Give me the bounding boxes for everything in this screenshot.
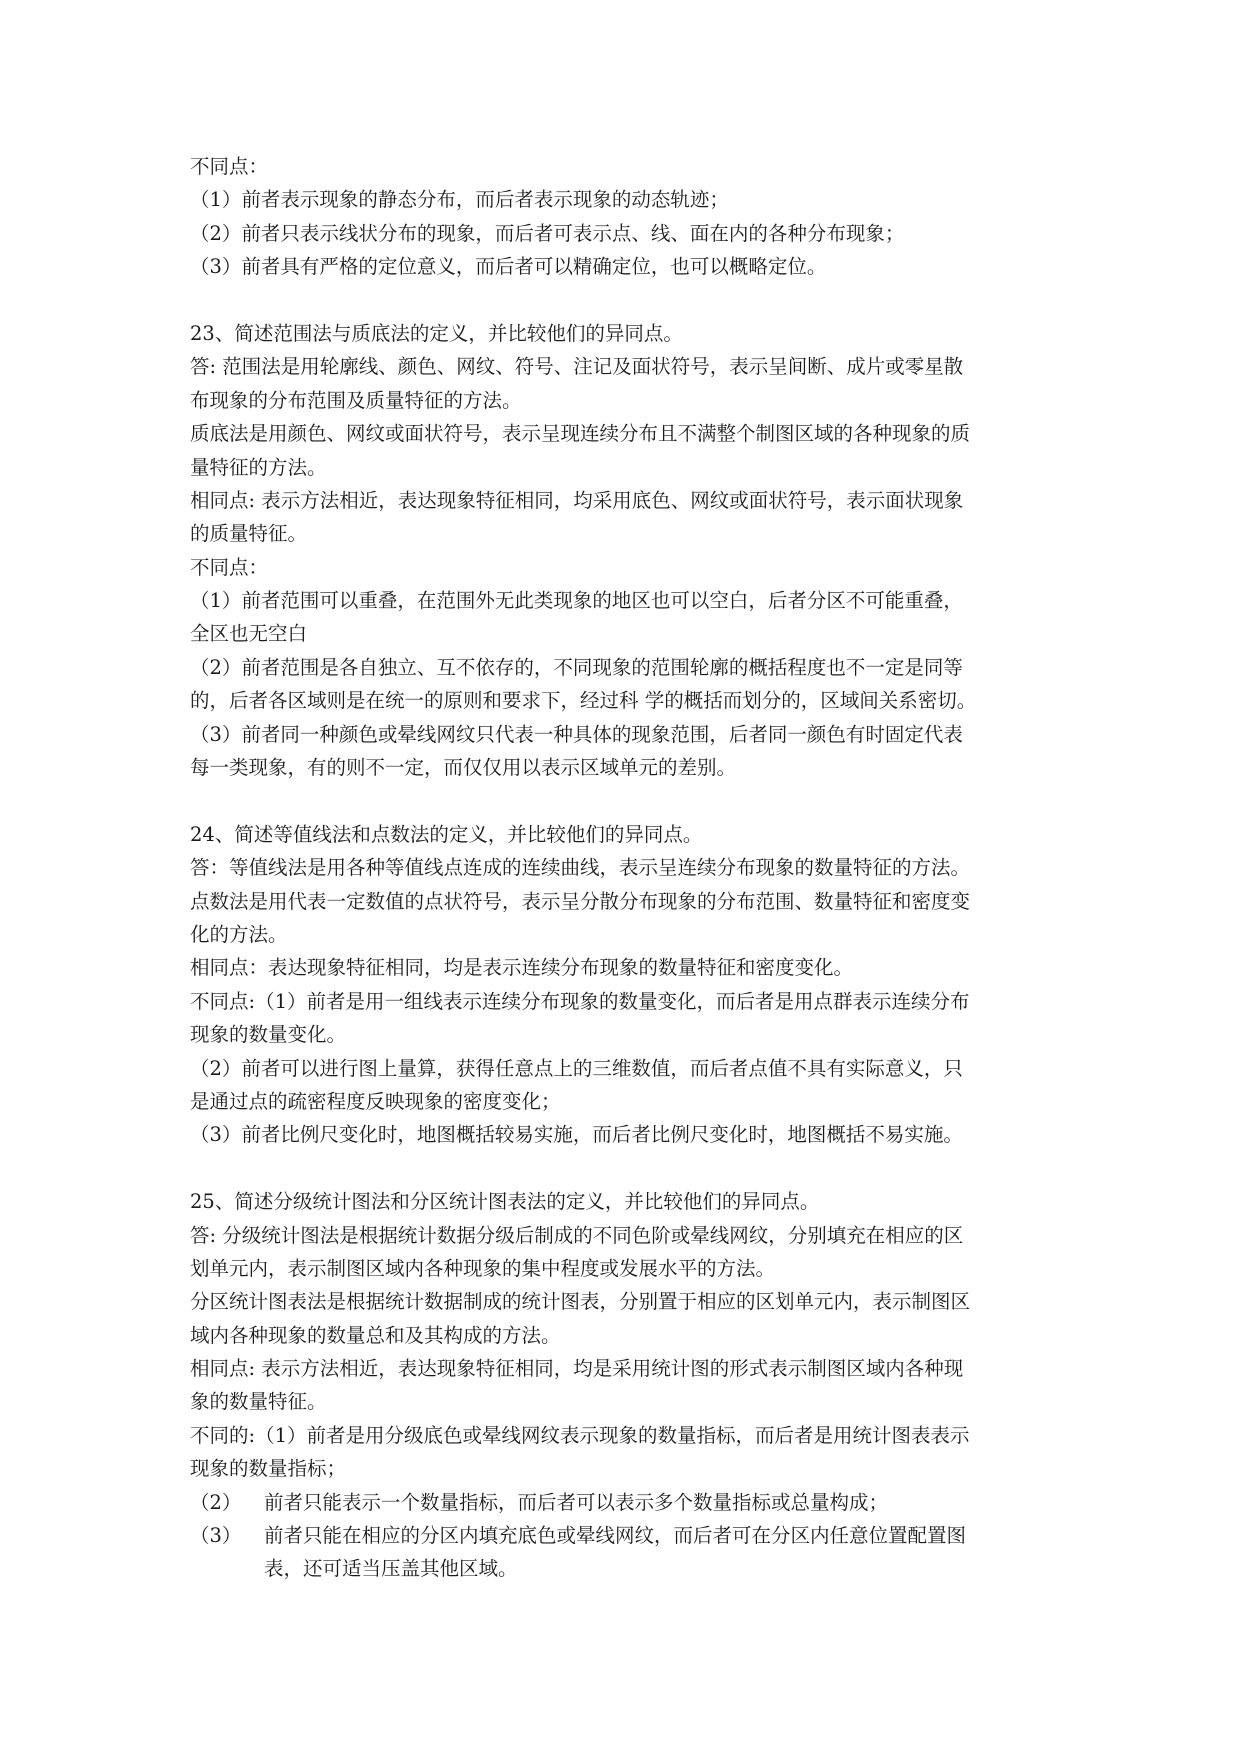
section-gap <box>190 284 1060 317</box>
text-line: （3）前者同一种颜色或晕线网纹只代表一种具体的现象范围，后者同一颜色有时固定代表 <box>190 722 963 746</box>
text-line: 的，后者各区域则是在统一的原则和要求下，经过科 学的概括而划分的，区域间关系密切。 <box>190 689 977 713</box>
text-line: 不同点:（1）前者是用一组线表示连续分布现象的数量变化，而后者是用点群表示连续分布 <box>190 989 970 1013</box>
text-line: 每一类现象，有的则不一定，而仅仅用以表示区域单元的差别。 <box>190 756 737 780</box>
text-line: （2）前者范围是各自独立、互不依存的，不同现象的范围轮廓的概括程度也不一定是同等 <box>190 655 963 679</box>
list-item: （2）前者只表示线状分布的现象，而后者可表示点、线、面在内的各种分布现象； <box>190 221 905 245</box>
question-25-title: 25、简述分级统计图法和分区统计图表法的定义，并比较他们的异同点。 <box>190 1190 820 1214</box>
question-24-title: 24、简述等值线法和点数法的定义，并比较他们的异同点。 <box>190 822 703 846</box>
text-line: 布现象的分布范围及质量特征的方法。 <box>190 388 522 412</box>
text-line: 不同的:（1）前者是用分级底色或晕线网纹表示现象的数量指标，而后者是用统计图表表示 <box>190 1423 970 1447</box>
text-line: 相同点：表达现象特征相同，均是表示连续分布现象的数量特征和密度变化。 <box>190 956 854 980</box>
list-item: （1）前者表示现象的静态分布，而后者表示现象的动态轨迹； <box>190 188 729 212</box>
text-line: 的质量特征。 <box>190 522 308 546</box>
item-body <box>264 1519 1060 1586</box>
text-line: （2）前者可以进行图上量算，获得任意点上的三维数值，而后者点值不具有实际意义，只 <box>190 1056 963 1080</box>
item-marker: （3） <box>190 1524 242 1548</box>
text-line: 全区也无空白 <box>190 622 308 646</box>
text-line: 划单元内，表示制图区域内各种现象的集中程度或发展水平的方法。 <box>190 1256 776 1280</box>
numbered-item-3 <box>190 1519 1060 1586</box>
text-line: 化的方法。 <box>190 922 288 946</box>
item-body <box>264 1486 1060 1519</box>
section-gap <box>190 1152 1060 1185</box>
text-line: （1）前者范围可以重叠，在范围外无此类现象的地区也可以空白，后者分区不可能重叠， <box>190 589 963 613</box>
document-page <box>190 150 1060 1586</box>
text-line: 域内各种现象的数量总和及其构成的方法。 <box>190 1323 561 1347</box>
question-23-title: 23、简述范围法与质底法的定义，并比较他们的异同点。 <box>190 321 683 345</box>
text-line: 质底法是用颜色、网纹或面状符号，表示呈现连续分布且不满整个制图区域的各种现象的质 <box>190 422 971 446</box>
text-line: 相同点: 表示方法相近，表达现象特征相同，均是采用统计图的形式表示制图区域内各种现 <box>190 1357 964 1381</box>
text-line: 答: 分级统计图法是根据统计数据分级后制成的不同色阶或晕线网纹，分别填充在相应的区 <box>190 1223 964 1247</box>
diff-heading: 不同点： <box>190 155 269 178</box>
text-line: 现象的数量变化。 <box>190 1023 347 1047</box>
text-line: 前者只能在相应的分区内填充底色或晕线网纹，而后者可在分区内任意位置配置图 <box>264 1524 967 1548</box>
item-marker: （2） <box>190 1490 242 1514</box>
text-line: 点数法是用代表一定数值的点状符号，表示呈分散分布现象的分布范围、数量特征和密度变 <box>190 889 971 913</box>
section-gap <box>190 784 1060 817</box>
text-line: 是通过点的疏密程度反映现象的密度变化； <box>190 1089 561 1113</box>
text-line: （3）前者比例尺变化时，地图概括较易实施，而后者比例尺变化时，地图概括不易实施。 <box>190 1123 963 1147</box>
list-item: （3）前者具有严格的定位意义，而后者可以精确定位，也可以概略定位。 <box>190 255 827 279</box>
text-line: 前者只能表示一个数量指标，而后者可以表示多个数量指标或总量构成； <box>264 1490 889 1514</box>
text-line: 分区统计图表法是根据统计数据制成的统计图表，分别置于相应的区划单元内，表示制图区 <box>190 1290 971 1314</box>
numbered-item-2 <box>190 1486 1060 1519</box>
text-line: 表，还可适当压盖其他区域。 <box>264 1557 518 1581</box>
text-line: 答：等值线法是用各种等值线点连成的连续曲线，表示呈连续分布现象的数量特征的方法。 <box>190 856 971 880</box>
text-line: 答: 范围法是用轮廓线、颜色、网纹、符号、注记及面状符号，表示呈间断、成片或零星散 <box>190 355 964 379</box>
text-line: 不同点： <box>190 555 269 579</box>
text-line: 量特征的方法。 <box>190 455 327 479</box>
text-line: 现象的数量指标； <box>190 1457 347 1481</box>
text-line: 相同点: 表示方法相近，表达现象特征相同，均采用底色、网纹或面状符号，表示面状现象 <box>190 488 964 512</box>
text-line: 象的数量特征。 <box>190 1390 327 1414</box>
